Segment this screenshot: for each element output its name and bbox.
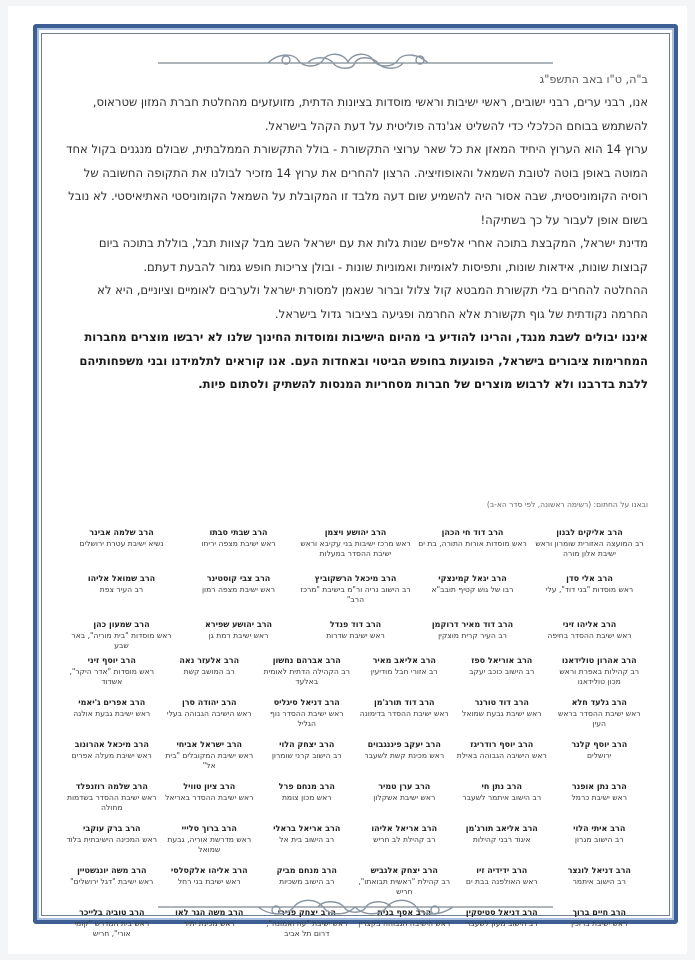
signatory: הרב שלמה רוזנפלד ראש ישיבת ההסדר בשדמות מחולה	[66, 782, 157, 812]
signatory: הרב יהושע שפירא ראש ישיבת רמת גן	[204, 620, 273, 640]
signatory: הרב טוביה בלייכר ראש בית המדרש "קומי אורי", חריש	[74, 908, 150, 938]
signatory: הרב יצחק פנירי ראש ישיבת "עוז ואמונה", דרום תל אביב	[266, 908, 348, 938]
signatory: הרב יגאל קמינצקי רבו של גוש קטיף תובב"א	[431, 574, 514, 594]
signatory: הרב אסף בנית ראש הישיבה הגבוהה בקצרין	[358, 908, 451, 928]
signatory: הרב שבתי סבתו ראש ישיבת מצפה יריחו	[201, 528, 276, 548]
signatory: הרב אהרון טולידאנו רב קהילות באפרת וראש מכון טולידאנו	[559, 656, 640, 686]
signatory: הרב דוד טורנר ראש ישיבת גבעת שמואל	[462, 698, 542, 718]
signatory: הרב יעקב פיננגבוים ראש מכינת קשת לשעבר	[364, 740, 445, 760]
signatory: הרב דוד חי הכהן ראש מוסדות אורות התורה, בת ים	[418, 528, 527, 548]
signatory: הרב אליאב תורג'מן איגוד רבני קהילות	[465, 824, 538, 844]
signatories-label: ובאנו על החתום: (רשימה ראשונה, לפי סדר הא-ב)	[486, 500, 648, 509]
signatory: הרב אלעזר נאה רב המושב קשת	[179, 656, 240, 676]
signatory: הרב מנחם פרל ראש מכון צומת	[278, 782, 335, 802]
signatory: הרב יצחק אלגביש רב קהילת "ראשית תבואתו", חריש	[358, 866, 451, 896]
signatory: הרב אברהם נחשון רב הקהילה הדתית לאומית באלעד	[263, 656, 350, 686]
signatories-grid-primary	[63, 528, 648, 658]
signatory: הרב דניאל סטיסקין רב הישוב מעון לשעבר	[465, 908, 538, 928]
signatory: הרב מנחם מביק רב הישוב משכיות	[276, 866, 337, 886]
signatory: הרב אליאב מאיר רב אזורי חבל מודיעין	[370, 656, 438, 676]
signatory: הרב שלמה אבינר נשיא ישיבת עטרת ירושלים	[79, 528, 164, 548]
signatory: הרב דוד מאיר דרוקמן רב העיר קרית מוצקין	[431, 620, 514, 640]
signatory: הרב דניאל סיגליס ראש ישיבת ההסדר נוף הגליל	[270, 698, 344, 728]
signatory: הרב ברוך סלייי ראש מדרשת אוריה, גבעת שמואל	[167, 824, 252, 854]
letter-date: ב"ה, ט"ו באב התשפ"ג	[539, 73, 648, 86]
signatory: הרב גלעד חלא ראש ישיבת ההסדר בראש העין	[557, 698, 641, 728]
signatory: הרב חיים ברוך ראש ישיבת ברוכין	[571, 908, 628, 928]
signatory: הרב אוריאל ספז רב הישוב כוכב יעקב	[469, 656, 535, 676]
signatory: הרב דוד פנדל ראש ישיבת שדרות	[326, 620, 385, 640]
signatory: הרב ערן טמיר ראש ישיבת אשקלון	[373, 782, 436, 802]
signatory: הרב ברק עוקבי ראש המכינה הישיבתית בלוד	[66, 824, 158, 844]
paragraph-5-call-to-action: איננו יבולים לשבת מנגד, והרינו להודיע בי מהיום הישיבות ומוסדות החינוך שלנו לא ירבשו מוצרים מחברות המחרימות ציבורים בישראל, הפוגעות בחופש הביטוי ובאחדות העם. אנו קוראים לתלמידנו ובני משפחותיהם ללבת בדרבנו ולא לרבוש מוצרים של חברות מסחריות המנסות להשתיק ולסתום פיות.	[79, 330, 648, 391]
ornament-divider-bottom-icon	[158, 896, 553, 920]
document-page	[8, 6, 687, 954]
signatory: הרב ישראל אביחי ראש ישיבת המקובלים "בית אל"	[165, 740, 254, 770]
signatory: הרב אליהו אלקסלסי ראש ישיבת בני רחל	[170, 866, 248, 886]
signatory: הרב נתן חי רב הישוב איתמר לשעבר	[462, 782, 542, 802]
signatory: הרב מיכאל הרשקוביץ רב הישוב נריה ור"מ בישיבת "מרכז הרב"	[300, 574, 411, 604]
signatory: הרב אליקים לבנון רב המועצה האזורית שומרון וראש ישיבת אלון מורה	[535, 528, 644, 558]
paragraph-4: ההחלטה להחרים בלי תקשורת המבטא קול צלול וברור שנאמן למסורת ישראל ולערבים לאומיים וציוניים, היא לא החרמה נקודתית של גוף תקשורת אלא החרמה ופגיעה בציבור גדול בישראל.	[97, 283, 648, 321]
paragraph-3: מדינת ישראל, המקבצת בתוכה אחרי אלפיים שנות גלות את עם ישראל השב מבל קצוות תבל, בוללת בתוכה ביום קבוצות שונות, אידאות שונות, ותפיסות לאומיות ואמוניות שונות - ובולן צריכות חופש גמור להבעת דעתם.	[98, 236, 648, 274]
signatory: הרב יוסף זיני ראש מוסדות "אדר היקר", אשדוד	[69, 656, 155, 686]
signatory: הרב שמואל אליהו רב העיר צפת	[87, 574, 156, 594]
signatory: הרב צבי קוסטינר ראש ישיבת מצפה רמון	[201, 574, 276, 594]
signatory: הרב אפרים ג'יאמי ראש ישיבת גבעת אולגה	[73, 698, 151, 718]
signatory: הרב משה יונגשטיין ראש ישיבת "דגל ירושלים"	[70, 866, 154, 886]
signatory: הרב יוסף קלנר ירושלים	[571, 740, 628, 760]
signatory: הרב יוסף רודריגז ראש הישיבה הגבוהה באילת	[456, 740, 547, 760]
signatory: הרב איתי הלוי רב הישוב מגרון	[573, 824, 626, 844]
signatory: הרב אריאל אליהו רב קהילת לב חריש	[371, 824, 438, 844]
signatory: הרב מיכאל אהרונוב ראש ישיבת מעלה אפרים	[71, 740, 152, 760]
paragraph-1: אנו, רבני ערים, רבני ישובים, ראשי ישיבות וראשי מוסדות בציונות הדתית, מזועזעים מהחלטת חברת המזון שטראוס, להשתמש בבוחם הכלכלי כדי להשליט אג'נדה פוליטית על דעת הקהל בישראל.	[92, 95, 648, 133]
signatory: הרב שמעון כהן ראש מוסדות "בית מוריה", באר שבע	[71, 620, 172, 650]
ornament-divider-top-icon	[158, 50, 553, 74]
signatory: הרב דניאל לונצר רב הישוב איתמר	[567, 866, 631, 886]
signatory: הרב ידידיה זיו ראש האולפנה בבת ים	[465, 866, 538, 886]
paragraph-2: ערוץ 14 הוא הערוץ היחיד המאזן את כל שאר ערוצי התקשורת - בולל התקשורת הממלבתית, שבולם מנגנים בקול אחד המוטה באופן בוטה לטובת השמאל והאופוזיציה. הרצון להחרים את ערוץ 14 מזכיר לבולנו את התקופה החשובה של רוסיה הקומוניסטית, שבה אסור היה להשמיע שום דעה מלבד זו המקובלת על השמאל הקומוניסטי האתיאיסטי. לא נובל בשום אופן לעבור על כך בשתיקה!	[66, 142, 648, 227]
signatory: הרב אליהו זיני ראש ישיבת ההסדר בחיפה	[547, 620, 632, 640]
signatory: הרב נתן אופנר ראש ישיבת כרמל	[571, 782, 627, 802]
signatory: הרב אריאל בראלי רב הישוב בית אל	[273, 824, 341, 844]
signatory: הרב יהושע ויצמן ראש מרכז ישיבות בני עקיבא וראש ישיבת ההסדר במעלות	[300, 528, 411, 558]
letter-content	[63, 72, 648, 938]
signatory: הרב יצחק הלוי רב הישוב קרני שומרון	[271, 740, 342, 760]
signatory: הרב ציון טוויל ראש ישיבת ההסדר באריאל	[165, 782, 254, 802]
signatory: הרב יהודה סרן ראש הישיבה הגבוהה בעלי	[166, 698, 252, 718]
signatory: הרב דוד תורג'מן ראש ישיבת ההסדר בדימונה	[359, 698, 449, 718]
signatory: הרב אלי סדן ראש מוסדות "בני דוד", עלי	[545, 574, 634, 594]
signatory: הרב משה הגר לאו ראש מכינת יתיר	[175, 908, 244, 928]
